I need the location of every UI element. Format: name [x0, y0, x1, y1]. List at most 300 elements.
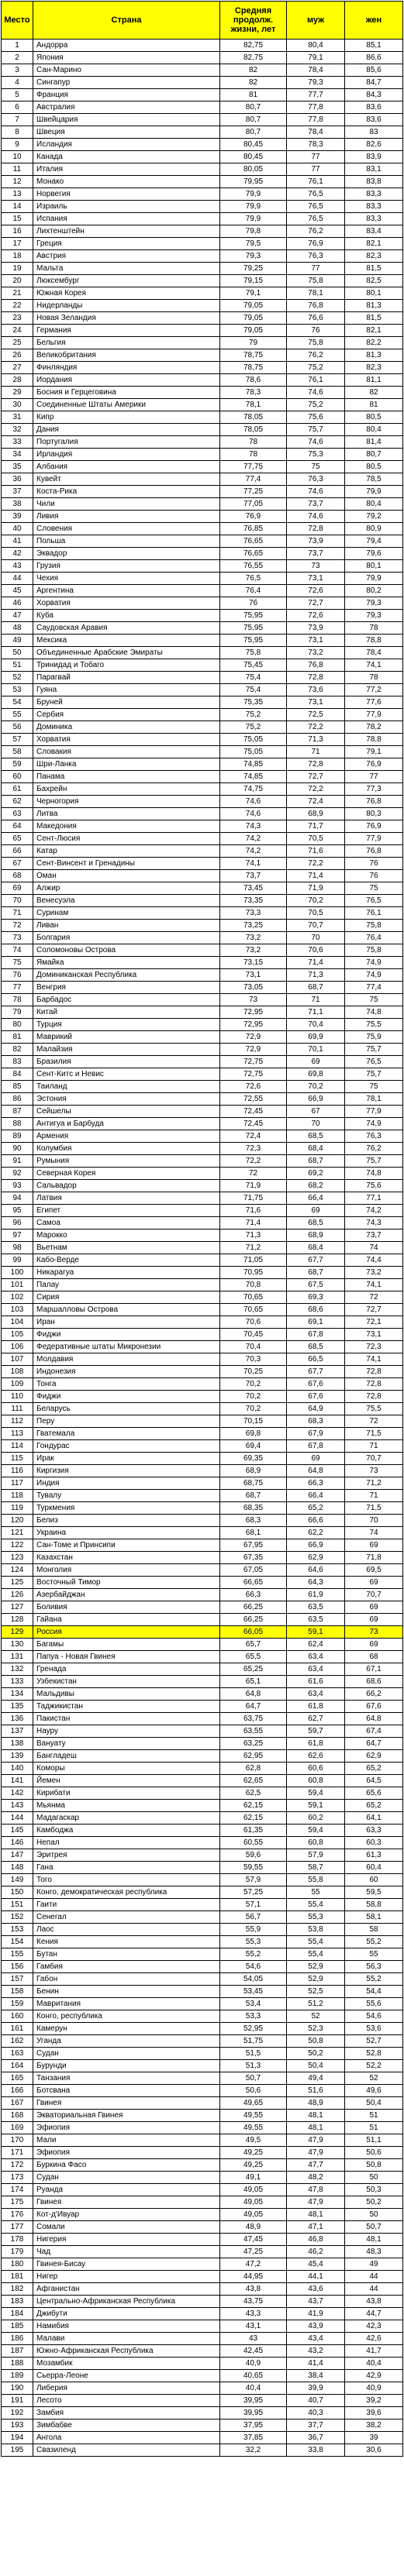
cell-male: 75 — [287, 461, 345, 473]
table-row — [2, 213, 403, 225]
cell-female: 62,9 — [345, 1750, 403, 1763]
cell-female: 41,7 — [345, 2345, 403, 2358]
cell-average: 63,75 — [220, 1713, 287, 1725]
cell-country: Ливан — [33, 920, 220, 932]
cell-male: 41,9 — [287, 2308, 345, 2320]
cell-rank: 164 — [2, 2060, 33, 2072]
cell-male: 60,8 — [287, 1775, 345, 1787]
cell-male: 59,7 — [287, 1725, 345, 1738]
cell-country: Сомали — [33, 2221, 220, 2234]
cell-rank: 31 — [2, 411, 33, 424]
cell-country: Коморы — [33, 1763, 220, 1775]
cell-average: 69,35 — [220, 1453, 287, 1465]
cell-rank: 68 — [2, 870, 33, 882]
cell-country: Восточный Тимор — [33, 1577, 220, 1589]
cell-rank: 185 — [2, 2320, 33, 2333]
cell-rank: 56 — [2, 721, 33, 734]
cell-average: 78,3 — [220, 387, 287, 399]
cell-country: Испания — [33, 213, 220, 225]
cell-average: 77,4 — [220, 473, 287, 486]
cell-country: Сейшелы — [33, 1106, 220, 1118]
cell-rank: 66 — [2, 845, 33, 858]
cell-female: 80,4 — [345, 424, 403, 436]
table-row — [2, 1713, 403, 1725]
cell-female: 73 — [345, 1626, 403, 1639]
cell-female: 67,4 — [345, 1725, 403, 1738]
table-row — [2, 1304, 403, 1316]
table-row — [2, 895, 403, 907]
cell-rank: 21 — [2, 287, 33, 300]
cell-country: Мьянма — [33, 1800, 220, 1812]
table-row — [2, 2147, 403, 2159]
cell-rank: 130 — [2, 1639, 33, 1651]
cell-female: 51 — [345, 2122, 403, 2134]
cell-country: Франция — [33, 89, 220, 101]
cell-country: Австрия — [33, 250, 220, 263]
cell-male: 50,8 — [287, 2035, 345, 2048]
cell-female: 74,9 — [345, 969, 403, 982]
cell-country: Эстония — [33, 1093, 220, 1106]
cell-rank: 5 — [2, 89, 33, 101]
cell-female: 58,8 — [345, 1899, 403, 1911]
cell-male: 36,7 — [287, 2432, 345, 2444]
cell-average: 59,6 — [220, 1849, 287, 1862]
cell-average: 74,85 — [220, 771, 287, 783]
cell-rank: 158 — [2, 1986, 33, 1998]
cell-rank: 44 — [2, 573, 33, 585]
cell-male: 75,2 — [287, 362, 345, 374]
cell-average: 74,2 — [220, 833, 287, 845]
table-row — [2, 1750, 403, 1763]
cell-country: Киргизия — [33, 1465, 220, 1477]
cell-country: Ямайка — [33, 957, 220, 969]
cell-country: Швеция — [33, 126, 220, 139]
table-row — [2, 1961, 403, 1973]
cell-average: 80,05 — [220, 163, 287, 176]
cell-male: 76,2 — [287, 225, 345, 238]
cell-country: Монголия — [33, 1564, 220, 1577]
cell-country: Иран — [33, 1316, 220, 1329]
cell-average: 79,9 — [220, 188, 287, 201]
cell-rank: 168 — [2, 2110, 33, 2122]
table-row — [2, 820, 403, 833]
cell-country: Зимбабве — [33, 2420, 220, 2432]
cell-male: 62,9 — [287, 1552, 345, 1564]
cell-average: 68,9 — [220, 1465, 287, 1477]
cell-male: 71,7 — [287, 820, 345, 833]
cell-rank: 2 — [2, 52, 33, 64]
cell-average: 47,2 — [220, 2258, 287, 2271]
cell-male: 55,4 — [287, 1948, 345, 1961]
table-row — [2, 2023, 403, 2035]
table-row — [2, 1378, 403, 1391]
cell-rank: 97 — [2, 1230, 33, 1242]
cell-female: 79,9 — [345, 486, 403, 498]
cell-rank: 71 — [2, 907, 33, 920]
cell-female: 71,5 — [345, 1428, 403, 1440]
cell-country: Лесото — [33, 2395, 220, 2407]
cell-female: 73,2 — [345, 1267, 403, 1279]
cell-average: 72,4 — [220, 1130, 287, 1143]
cell-rank: 126 — [2, 1589, 33, 1601]
cell-male: 70 — [287, 1118, 345, 1130]
cell-rank: 150 — [2, 1886, 33, 1899]
cell-average: 70,65 — [220, 1291, 287, 1304]
table-row — [2, 870, 403, 882]
cell-average: 81 — [220, 89, 287, 101]
cell-average: 75,4 — [220, 672, 287, 684]
cell-country: Вануату — [33, 1738, 220, 1750]
cell-rank: 54 — [2, 696, 33, 709]
cell-female: 71,5 — [345, 1502, 403, 1515]
cell-rank: 187 — [2, 2345, 33, 2358]
table-row — [2, 2296, 403, 2308]
cell-female: 77,3 — [345, 783, 403, 796]
cell-female: 75,7 — [345, 1068, 403, 1081]
cell-rank: 106 — [2, 1341, 33, 1353]
table-row — [2, 1242, 403, 1254]
table-row — [2, 920, 403, 932]
table-row — [2, 2060, 403, 2072]
cell-female: 63,3 — [345, 1825, 403, 1837]
cell-average: 73 — [220, 994, 287, 1006]
cell-female: 44 — [345, 2283, 403, 2296]
cell-rank: 137 — [2, 1725, 33, 1738]
cell-country: Панама — [33, 771, 220, 783]
cell-country: Сент-Люсия — [33, 833, 220, 845]
cell-male: 75,6 — [287, 411, 345, 424]
cell-country: Лаос — [33, 1924, 220, 1936]
cell-country: Сирия — [33, 1291, 220, 1304]
cell-female: 74,2 — [345, 1205, 403, 1217]
cell-male: 69 — [287, 1056, 345, 1068]
cell-rank: 114 — [2, 1440, 33, 1453]
table-row — [2, 1651, 403, 1663]
cell-country: Свазиленд — [33, 2444, 220, 2457]
cell-male: 63,4 — [287, 1651, 345, 1663]
cell-rank: 63 — [2, 808, 33, 820]
cell-female: 82 — [345, 387, 403, 399]
cell-male: 77,7 — [287, 89, 345, 101]
cell-rank: 96 — [2, 1217, 33, 1230]
cell-average: 70,2 — [220, 1403, 287, 1415]
table-row — [2, 1502, 403, 1515]
table-row — [2, 424, 403, 436]
cell-rank: 194 — [2, 2432, 33, 2444]
cell-female: 74 — [345, 1242, 403, 1254]
cell-female: 50,3 — [345, 2184, 403, 2196]
cell-female: 77,6 — [345, 696, 403, 709]
cell-average: 73,05 — [220, 982, 287, 994]
cell-rank: 179 — [2, 2246, 33, 2258]
cell-female: 56,3 — [345, 1961, 403, 1973]
cell-average: 71,4 — [220, 1217, 287, 1230]
cell-male: 46,2 — [287, 2246, 345, 2258]
cell-average: 79,25 — [220, 263, 287, 275]
cell-rank: 191 — [2, 2395, 33, 2407]
cell-male: 71,4 — [287, 870, 345, 882]
cell-rank: 176 — [2, 2209, 33, 2221]
table-row — [2, 2234, 403, 2246]
cell-female: 69 — [345, 1614, 403, 1626]
cell-male: 70,7 — [287, 920, 345, 932]
cell-female: 79,6 — [345, 548, 403, 560]
table-body — [2, 40, 403, 2457]
cell-average: 76,9 — [220, 511, 287, 523]
cell-average: 79,05 — [220, 312, 287, 325]
cell-average: 51,75 — [220, 2035, 287, 2048]
cell-average: 63,25 — [220, 1738, 287, 1750]
cell-average: 71,05 — [220, 1254, 287, 1267]
cell-rank: 3 — [2, 64, 33, 77]
cell-country: Буркина Фасо — [33, 2159, 220, 2172]
cell-rank: 36 — [2, 473, 33, 486]
cell-male: 69 — [287, 1453, 345, 1465]
table-row — [2, 734, 403, 746]
cell-country: Гренада — [33, 1663, 220, 1676]
table-row — [2, 312, 403, 325]
cell-male: 70,2 — [287, 895, 345, 907]
cell-country: Индия — [33, 1477, 220, 1490]
table-row — [2, 1862, 403, 1874]
cell-country: Саудовская Аравия — [33, 622, 220, 635]
cell-rank: 193 — [2, 2420, 33, 2432]
cell-country: Дания — [33, 424, 220, 436]
cell-male: 59,1 — [287, 1626, 345, 1639]
cell-male: 73,7 — [287, 498, 345, 511]
cell-rank: 70 — [2, 895, 33, 907]
cell-male: 76,5 — [287, 213, 345, 225]
cell-average: 64,8 — [220, 1688, 287, 1701]
cell-male: 53,8 — [287, 1924, 345, 1936]
cell-country: Ирландия — [33, 449, 220, 461]
cell-female: 83,3 — [345, 188, 403, 201]
cell-male: 37,7 — [287, 2420, 345, 2432]
cell-female: 69 — [345, 1639, 403, 1651]
cell-country: Экваториальная Гвинея — [33, 2110, 220, 2122]
cell-male: 70,1 — [287, 1044, 345, 1056]
cell-female: 75,5 — [345, 1019, 403, 1031]
cell-rank: 35 — [2, 461, 33, 473]
cell-male: 68,9 — [287, 1230, 345, 1242]
cell-average: 66,25 — [220, 1614, 287, 1626]
cell-male: 40,3 — [287, 2407, 345, 2420]
cell-female: 50,7 — [345, 2221, 403, 2234]
cell-average: 70,15 — [220, 1415, 287, 1428]
cell-rank: 107 — [2, 1353, 33, 1366]
table-row — [2, 1093, 403, 1106]
cell-rank: 174 — [2, 2184, 33, 2196]
cell-country: Венгрия — [33, 982, 220, 994]
cell-country: Бахрейн — [33, 783, 220, 796]
cell-average: 79,95 — [220, 176, 287, 188]
cell-female: 50,4 — [345, 2097, 403, 2110]
cell-average: 74,6 — [220, 808, 287, 820]
table-row — [2, 163, 403, 176]
cell-average: 82,75 — [220, 52, 287, 64]
cell-male: 68,7 — [287, 1267, 345, 1279]
cell-female: 39,2 — [345, 2395, 403, 2407]
table-row — [2, 1353, 403, 1366]
cell-country: Нигер — [33, 2271, 220, 2283]
cell-female: 75,7 — [345, 1155, 403, 1168]
cell-male: 68,3 — [287, 1415, 345, 1428]
cell-average: 47,45 — [220, 2234, 287, 2246]
cell-female: 72 — [345, 1291, 403, 1304]
cell-female: 59,5 — [345, 1886, 403, 1899]
table-row — [2, 1391, 403, 1403]
cell-country: Италия — [33, 163, 220, 176]
cell-average: 43,75 — [220, 2296, 287, 2308]
table-row — [2, 225, 403, 238]
cell-average: 43,1 — [220, 2320, 287, 2333]
cell-female: 78,1 — [345, 1093, 403, 1106]
cell-country: Бенин — [33, 1986, 220, 1998]
cell-average: 68,7 — [220, 1490, 287, 1502]
cell-average: 55,2 — [220, 1948, 287, 1961]
cell-rank: 160 — [2, 2010, 33, 2023]
cell-female: 72 — [345, 1415, 403, 1428]
cell-female: 82,5 — [345, 275, 403, 287]
cell-average: 73,7 — [220, 870, 287, 882]
cell-country: Венесуэла — [33, 895, 220, 907]
table-row — [2, 1701, 403, 1713]
cell-female: 53,6 — [345, 2023, 403, 2035]
cell-country: Фиджи — [33, 1391, 220, 1403]
cell-rank: 42 — [2, 548, 33, 560]
table-row — [2, 622, 403, 635]
cell-country: Сербия — [33, 709, 220, 721]
cell-male: 64,3 — [287, 1577, 345, 1589]
table-row — [2, 1688, 403, 1701]
cell-average: 71,3 — [220, 1230, 287, 1242]
table-row — [2, 1998, 403, 2010]
cell-female: 66,2 — [345, 1688, 403, 1701]
cell-female: 40,4 — [345, 2358, 403, 2370]
cell-country: Словакия — [33, 746, 220, 758]
cell-rank: 16 — [2, 225, 33, 238]
cell-country: Мадагаскар — [33, 1812, 220, 1825]
cell-female: 51 — [345, 2110, 403, 2122]
cell-average: 50,6 — [220, 2085, 287, 2097]
cell-female: 76,9 — [345, 758, 403, 771]
table-row — [2, 498, 403, 511]
cell-male: 68,9 — [287, 808, 345, 820]
cell-female: 80,2 — [345, 585, 403, 597]
table-row — [2, 2122, 403, 2134]
cell-female: 60,4 — [345, 1862, 403, 1874]
cell-country: Малави — [33, 2333, 220, 2345]
cell-male: 76,3 — [287, 473, 345, 486]
cell-male: 43,4 — [287, 2333, 345, 2345]
cell-country: Китай — [33, 1006, 220, 1019]
cell-average: 75,95 — [220, 635, 287, 647]
cell-country: Армения — [33, 1130, 220, 1143]
cell-rank: 40 — [2, 523, 33, 535]
cell-country: Габон — [33, 1973, 220, 1986]
cell-average: 72,9 — [220, 1031, 287, 1044]
cell-male: 74,6 — [287, 387, 345, 399]
cell-average: 40,9 — [220, 2358, 287, 2370]
cell-average: 73,15 — [220, 957, 287, 969]
cell-male: 69,2 — [287, 1168, 345, 1180]
cell-female: 64,7 — [345, 1738, 403, 1750]
cell-average: 76,5 — [220, 573, 287, 585]
cell-country: Кипр — [33, 411, 220, 424]
cell-male: 45,4 — [287, 2258, 345, 2271]
cell-average: 78,05 — [220, 424, 287, 436]
cell-average: 37,85 — [220, 2432, 287, 2444]
cell-rank: 80 — [2, 1019, 33, 1031]
cell-average: 72,6 — [220, 1081, 287, 1093]
cell-rank: 81 — [2, 1031, 33, 1044]
cell-rank: 53 — [2, 684, 33, 696]
cell-rank: 10 — [2, 151, 33, 163]
cell-female: 83,3 — [345, 213, 403, 225]
table-row — [2, 114, 403, 126]
cell-male: 67 — [287, 1106, 345, 1118]
cell-male: 74,6 — [287, 486, 345, 498]
cell-average: 72,75 — [220, 1068, 287, 1081]
cell-male: 68,5 — [287, 1217, 345, 1230]
cell-country: Мальдивы — [33, 1688, 220, 1701]
cell-rank: 108 — [2, 1366, 33, 1378]
cell-male: 73,7 — [287, 548, 345, 560]
cell-rank: 192 — [2, 2407, 33, 2420]
cell-rank: 112 — [2, 1415, 33, 1428]
cell-rank: 170 — [2, 2134, 33, 2147]
cell-average: 75,95 — [220, 610, 287, 622]
cell-male: 59,1 — [287, 1800, 345, 1812]
cell-male: 75,2 — [287, 399, 345, 411]
cell-rank: 134 — [2, 1688, 33, 1701]
cell-female: 58,1 — [345, 1911, 403, 1924]
cell-female: 83,1 — [345, 163, 403, 176]
cell-male: 52,3 — [287, 2023, 345, 2035]
cell-country: Гамбия — [33, 1961, 220, 1973]
cell-average: 74,2 — [220, 845, 287, 858]
cell-average: 72,95 — [220, 1019, 287, 1031]
cell-country: Эфиопия — [33, 2147, 220, 2159]
table-row — [2, 758, 403, 771]
cell-country: Литва — [33, 808, 220, 820]
cell-rank: 18 — [2, 250, 33, 263]
cell-country: Гаити — [33, 1899, 220, 1911]
cell-average: 74,3 — [220, 820, 287, 833]
cell-rank: 72 — [2, 920, 33, 932]
table-row — [2, 1205, 403, 1217]
cell-country: Багамы — [33, 1639, 220, 1651]
header-country: Страна — [33, 2, 220, 40]
cell-country: Молдавия — [33, 1353, 220, 1366]
cell-average: 75,2 — [220, 721, 287, 734]
cell-female: 74,8 — [345, 1006, 403, 1019]
cell-female: 76,2 — [345, 1143, 403, 1155]
cell-male: 68,2 — [287, 1180, 345, 1192]
cell-male: 51,2 — [287, 1998, 345, 2010]
cell-average: 68,1 — [220, 1527, 287, 1539]
cell-country: Украина — [33, 1527, 220, 1539]
cell-country: Южная Корея — [33, 287, 220, 300]
cell-rank: 142 — [2, 1787, 33, 1800]
table-row — [2, 1899, 403, 1911]
cell-male: 67,6 — [287, 1378, 345, 1391]
cell-average: 74,6 — [220, 796, 287, 808]
cell-rank: 182 — [2, 2283, 33, 2296]
cell-country: Конго, республика — [33, 2010, 220, 2023]
table-row — [2, 1973, 403, 1986]
cell-male: 48,1 — [287, 2209, 345, 2221]
